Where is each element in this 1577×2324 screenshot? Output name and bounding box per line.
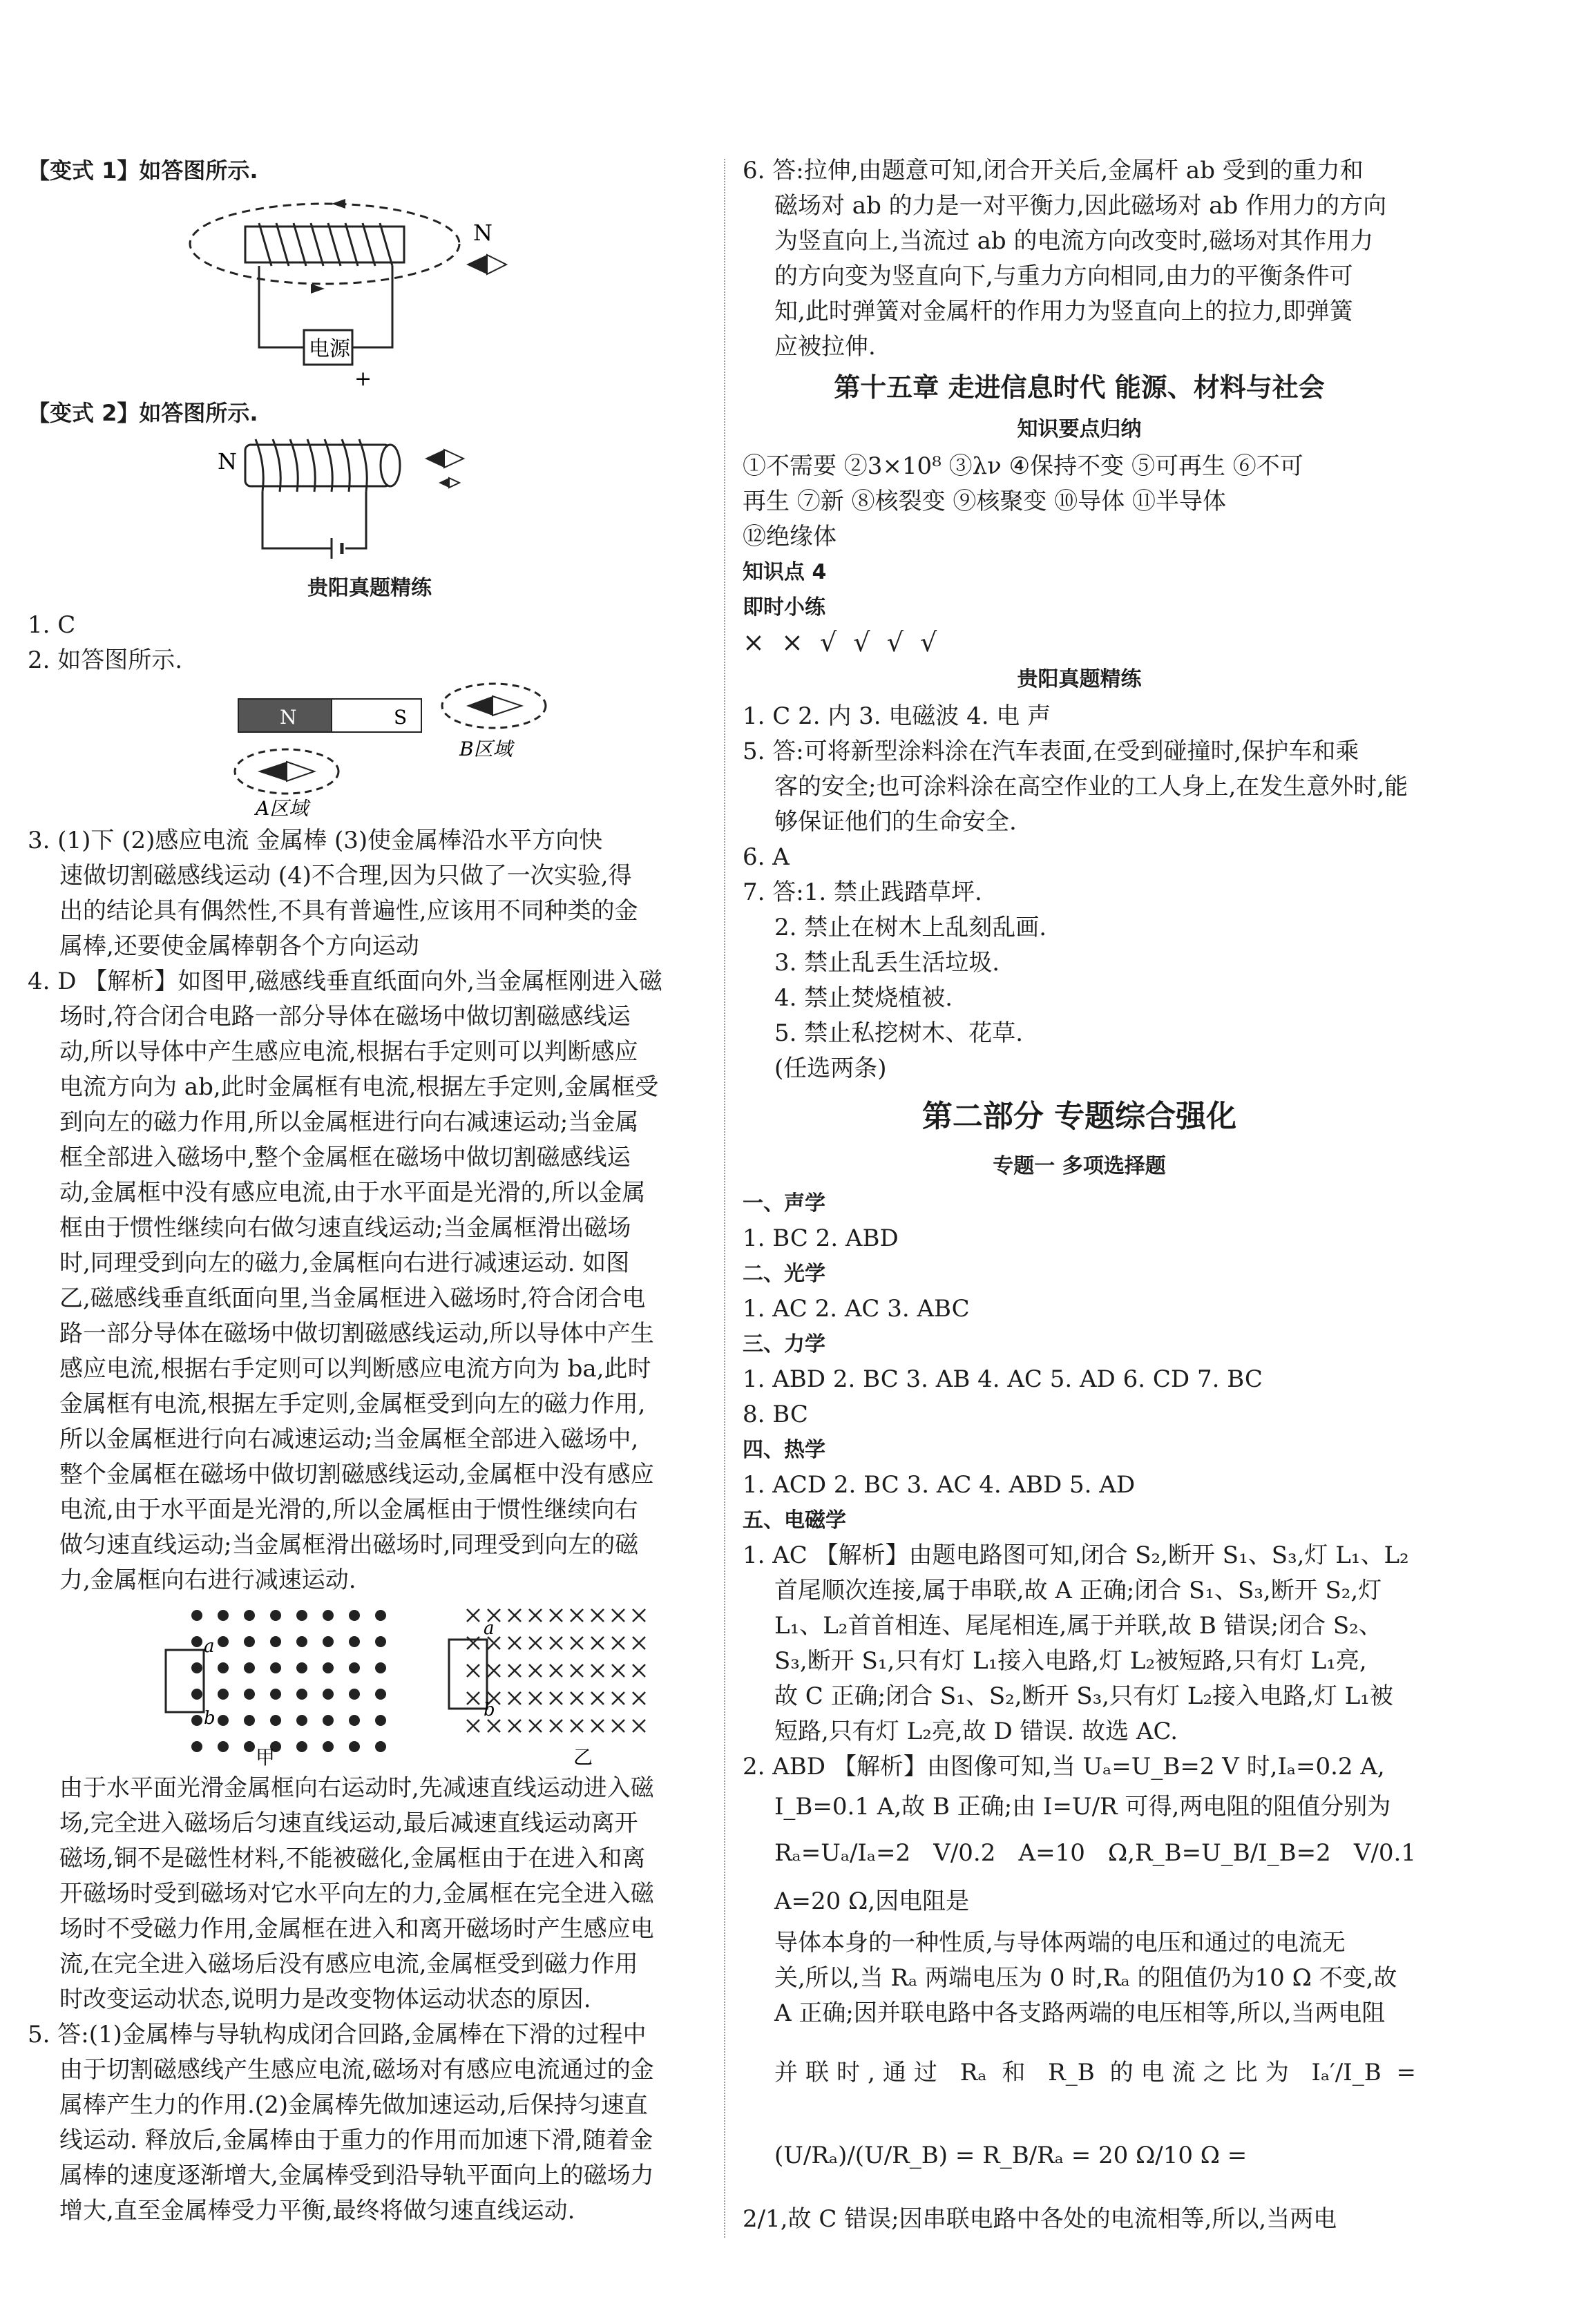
- field-dot: [375, 1636, 386, 1647]
- a-region-label: A区域: [256, 797, 309, 820]
- answer-4-continued: 流,在完全进入磁场后没有感应电流,金属框受到磁力作用: [59, 1950, 638, 1978]
- section-thermal: 四、热学: [743, 1438, 825, 1462]
- answer-4-line: 动,金属框中没有感应电流,由于水平面是光滑的,所以金属: [59, 1179, 646, 1207]
- field-cross: [591, 1664, 604, 1677]
- field-cross: [508, 1692, 521, 1704]
- answer-6: 6. A: [743, 843, 790, 871]
- section-acoustics: 一、声学: [743, 1191, 825, 1216]
- em-answer-1-line: L₁、L₂首首相连、尾尾相连,属于并联,故 B 错误;闭合 S₂、: [774, 1612, 1382, 1640]
- field-dot: [218, 1715, 229, 1726]
- field-cross: [571, 1637, 583, 1649]
- answer-4-continued: 场时不受磁力作用,金属框在进入和离开磁场时产生感应电: [59, 1915, 654, 1943]
- answer-1: 1. C: [28, 611, 76, 639]
- em-answer-2-line: 2/1,故 C 错误;因串联电路中各处的电流相等,所以,当两电: [743, 2205, 1337, 2233]
- field-dot: [244, 1689, 255, 1700]
- section-mechanics: 三、力学: [743, 1332, 825, 1356]
- answer-5-line: 5. 答:可将新型涂料涂在汽车表面,在受到碰撞时,保护车和乘: [743, 738, 1359, 765]
- field-cross: [529, 1720, 542, 1732]
- answer-3-line: 速做切割磁感线运动 (4)不合理,因为只做了一次实验,得: [59, 862, 632, 890]
- power-label: 电源: [309, 337, 350, 361]
- knowledge-summary-line: 再生 ⑦新 ⑧核裂变 ⑨核聚变 ⑩导体 ⑪半导体: [743, 488, 1227, 515]
- em-answer-2-line: 并联时,通过 Rₐ 和 R_B 的电流之比为 Iₐ′/I_B = (U/Rₐ)/(U/R_B) = R_B/Rₐ = 20 Ω/10 Ω =: [774, 2059, 1416, 2169]
- em-answer-1-line: 首尾顺次连接,属于串联,故 A 正确;闭合 S₁、S₃,断开 S₂,灯: [774, 1577, 1382, 1604]
- answer-6-line: 的方向变为竖直向下,与重力方向相同,由力的平衡条件可: [774, 262, 1353, 290]
- answer-3-line: 3. (1)下 (2)感应电流 金属棒 (3)使金属棒沿水平方向快: [28, 827, 603, 854]
- answer-4-continued: 磁场,铜不是磁性材料,不能被磁化,金属框由于在进入和离: [59, 1845, 646, 1872]
- em-answer-1-line: 故 C 正确;闭合 S₁、S₂,断开 S₃,只有灯 L₂接入电路,灯 L₁被: [774, 1682, 1393, 1710]
- field-cross: [467, 1664, 479, 1677]
- field-cross: [633, 1609, 645, 1622]
- field-cross: [529, 1637, 542, 1649]
- answer-7-line: 3. 禁止乱丢生活垃圾.: [774, 949, 1000, 977]
- field-dot: [244, 1741, 255, 1752]
- answer-4-line: 感应电流,根据右手定则可以判断感应电流方向为 ba,此时: [59, 1355, 651, 1383]
- field-dot: [191, 1689, 202, 1700]
- solenoid-figure-1: [176, 189, 563, 396]
- point-b-label: b: [484, 1700, 495, 1720]
- field-dot: [349, 1610, 360, 1621]
- answer-2: 2. 如答图所示.: [28, 646, 183, 674]
- section-answers: 1. AC 2. AC 3. ABC: [743, 1295, 970, 1323]
- em-answer-2-line: 2. ABD 【解析】由图像可知,当 Uₐ=U_B=2 V 时,Iₐ=0.2 A,: [743, 1753, 1385, 1780]
- field-cross: [488, 1664, 500, 1677]
- field-dot: [244, 1636, 255, 1647]
- field-dot: [296, 1610, 307, 1621]
- guiyang-practice-title: 贵阳真题精练: [1017, 667, 1142, 691]
- field-dot: [218, 1636, 229, 1647]
- answer-4-line: 做匀速直线运动;当金属框滑出磁场时,同理受到向左的磁: [59, 1531, 639, 1559]
- answer-7-line: 2. 禁止在树木上乱刻乱画.: [774, 914, 1047, 941]
- answer-6-line: 应被拉伸.: [774, 333, 876, 361]
- field-cross: [571, 1720, 583, 1732]
- answer-4-line: 电流方向为 ab,此时金属框有电流,根据左手定则,金属框受: [59, 1073, 659, 1101]
- field-dot: [191, 1741, 202, 1752]
- section-electromagnetism: 五、电磁学: [743, 1508, 846, 1533]
- b-region-label: B区域: [459, 738, 513, 760]
- section-answers: 1. BC 2. ABD: [743, 1225, 899, 1252]
- field-cross: [591, 1637, 604, 1649]
- field-cross: [591, 1692, 604, 1704]
- em-answer-2-line: 关,所以,当 Rₐ 两端电压为 0 时,Rₐ 的阻值仍为10 Ω 不变,故: [774, 1964, 1397, 1992]
- field-cross: [633, 1637, 645, 1649]
- field-cross: [550, 1609, 562, 1622]
- answer-4-continued: 场,完全进入磁场后匀速直线运动,最后减速直线运动离开: [59, 1809, 638, 1837]
- answer-4-line: 所以金属框进行向右减速运动;当金属框全部进入磁场中,: [59, 1425, 639, 1453]
- point-a-label: a: [484, 1618, 495, 1639]
- n-label: N: [473, 220, 493, 246]
- variant-2-heading: 【变式 2】如答图所示.: [28, 400, 258, 426]
- field-dot: [323, 1610, 334, 1621]
- field-cross: [571, 1609, 583, 1622]
- answer-5-line: 属棒的速度逐渐增大,金属棒受到沿导轨平面向上的磁场力: [59, 2162, 654, 2189]
- true-false-marks: × × √ √ √ √: [743, 627, 937, 657]
- answer-4-line: 力,金属框向右进行减速运动.: [59, 1566, 356, 1594]
- field-dot: [218, 1741, 229, 1752]
- figure-yi-label: 乙: [573, 1746, 593, 1769]
- field-cross: [550, 1664, 562, 1677]
- field-dot: [375, 1610, 386, 1621]
- field-dot: [218, 1689, 229, 1700]
- bar-magnet-figure: [176, 678, 563, 823]
- answer-5-line: 客的安全;也可涂料涂在高空作业的工人身上,在发生意外时,能: [774, 773, 1408, 800]
- figure-jia-label: 甲: [256, 1746, 276, 1769]
- field-cross: [550, 1720, 562, 1732]
- field-dot: [270, 1662, 281, 1673]
- field-dot: [270, 1715, 281, 1726]
- answer-3-line: 出的结论具有偶然性,不具有普遍性,应该用不同种类的金: [59, 897, 638, 925]
- plus-label: +: [354, 367, 372, 391]
- point-b-label: b: [204, 1708, 216, 1729]
- field-cross: [633, 1692, 645, 1704]
- field-dot: [349, 1741, 360, 1752]
- knowledge-summary-title: 知识要点归纳: [1017, 417, 1142, 441]
- field-cross: [550, 1637, 562, 1649]
- em-answer-1-line: S₃,断开 S₁,只有灯 L₁接入电路,灯 L₂被短路,只有灯 L₁亮,: [774, 1647, 1367, 1675]
- answer-5-line: 由于切割磁感线产生感应电流,磁场对有感应电流通过的金: [59, 2056, 654, 2084]
- answer-6-line: 6. 答:拉伸,由题意可知,闭合开关后,金属杆 ab 受到的重力和: [743, 157, 1364, 184]
- left-column: [28, 153, 711, 2229]
- answer-4-continued: 开磁场时受到磁场对它水平向左的力,金属框在完全进入磁: [59, 1880, 654, 1908]
- answer-4-continued: 由于水平面光滑金属框向右运动时,先减速直线运动进入磁: [59, 1774, 654, 1802]
- answer-5-line: 增大,直至金属棒受力平衡,最终将做匀速直线运动.: [59, 2197, 575, 2225]
- field-cross: [591, 1720, 604, 1732]
- guiyang-practice-title: 贵阳真题精练: [307, 576, 432, 600]
- field-dot: [218, 1662, 229, 1673]
- em-answer-2-line: I_B=0.1 A,故 B 正确;由 I=U/R 可得,两电阻的阻值分别为: [774, 1793, 1391, 1821]
- field-cross: [550, 1692, 562, 1704]
- answer-4-line: 乙,磁感线垂直纸面向里,当金属框进入磁场时,符合闭合电: [59, 1285, 646, 1312]
- section-answers: 8. BC: [743, 1401, 808, 1428]
- answer-5-line: 够保证他们的生命安全.: [774, 808, 1017, 836]
- field-cross: [612, 1692, 624, 1704]
- answer-4-line: 金属框有电流,根据左手定则,金属框受到向左的磁力作用,: [59, 1390, 646, 1418]
- field-cross: [612, 1720, 624, 1732]
- field-dot: [244, 1715, 255, 1726]
- answer-4-line: 整个金属框在磁场中做切割磁感线运动,金属框中没有感应: [59, 1461, 654, 1488]
- answer-4-line: 路一部分导体在磁场中做切割磁感线运动,所以导体中产生: [59, 1320, 654, 1347]
- answer-5-line: 线运动. 释放后,金属棒由于重力的作用而加速下滑,随着金: [59, 2126, 653, 2154]
- answer-6-line: 磁场对 ab 的力是一对平衡力,因此磁场对 ab 作用力的方向: [774, 192, 1387, 220]
- compass-needle: [466, 255, 487, 274]
- field-dot: [191, 1610, 202, 1621]
- magnet-n-label: N: [280, 706, 297, 729]
- field-cross: [467, 1692, 479, 1704]
- answer-4-line: 到向左的磁力作用,所以金属框进行向右减速运动;当金属: [59, 1108, 639, 1136]
- n-label: N: [218, 448, 237, 474]
- answer-6-line: 为竖直向上,当流过 ab 的电流方向改变时,磁场对其作用力: [774, 227, 1374, 255]
- field-dot: [323, 1715, 334, 1726]
- field-cross: [633, 1720, 645, 1732]
- field-cross: [508, 1637, 521, 1649]
- field-cross: [612, 1609, 624, 1622]
- field-out-dots: [191, 1610, 386, 1752]
- em-answer-2-line: A 正确;因并联电路中各支路两端的电压相等,所以,当两电阻: [774, 1999, 1386, 2027]
- field-cross: [591, 1609, 604, 1622]
- field-dot: [191, 1715, 202, 1726]
- answer-7-line: 4. 禁止焚烧植被.: [774, 984, 953, 1012]
- field-dot: [270, 1689, 281, 1700]
- topic-1-title: 专题一 多项选择题: [993, 1154, 1166, 1178]
- field-cross: [488, 1720, 500, 1732]
- field-dot: [323, 1662, 334, 1673]
- answer-3-line: 属棒,还要使金属棒朝各个方向运动: [59, 932, 419, 960]
- field-dot: [296, 1689, 307, 1700]
- right-column: [743, 153, 1416, 2241]
- field-dot: [296, 1715, 307, 1726]
- field-cross: [467, 1720, 479, 1732]
- field-dot: [191, 1636, 202, 1647]
- chapter-15-title: 第十五章 走进信息时代 能源、材料与社会: [834, 372, 1325, 403]
- field-cross: [529, 1609, 542, 1622]
- field-cross: [612, 1664, 624, 1677]
- em-answer-2-line: 导体本身的一种性质,与导体两端的电压和通过的电流无: [774, 1929, 1346, 1957]
- answer-7-line: 7. 答:1. 禁止践踏草坪.: [743, 878, 982, 906]
- section-optics: 二、光学: [743, 1262, 825, 1286]
- answer-4-line: 4. D 【解析】如图甲,磁感线垂直纸面向外,当金属框刚进入磁: [28, 968, 662, 995]
- field-cross: [508, 1664, 521, 1677]
- answer-4-line: 框全部进入磁场中,整个金属框在磁场中做切割磁感线运: [59, 1144, 631, 1171]
- em-answer-2-line: Rₐ=Uₐ/Iₐ=2 V/0.2 A=10 Ω,R_B=U_B/I_B=2 V/0.1 A=20 Ω,因电阻是: [774, 1839, 1416, 1915]
- answer-4-line: 时,同理受到向左的磁力,金属框向右进行减速运动. 如图: [59, 1249, 630, 1277]
- field-cross: [529, 1692, 542, 1704]
- answer-5-line: 属棒产生力的作用.(2)金属棒先做加速运动,后保持匀速直: [59, 2091, 648, 2119]
- answer-5-line: 5. 答:(1)金属棒与导轨构成闭合回路,金属棒在下滑的过程中: [28, 2021, 647, 2048]
- magnetic-field-figure: [86, 1598, 653, 1771]
- field-dot: [244, 1610, 255, 1621]
- field-dot: [270, 1636, 281, 1647]
- magnet-s-label: S: [394, 706, 408, 729]
- field-dot: [244, 1662, 255, 1673]
- column-divider: [724, 159, 725, 2238]
- section-answers: 1. ACD 2. BC 3. AC 4. ABD 5. AD: [743, 1471, 1136, 1499]
- knowledge-point-4: 知识点 4: [743, 560, 827, 584]
- point-a-label: a: [204, 1636, 215, 1657]
- field-cross: [529, 1664, 542, 1677]
- answers-1-4: 1. C 2. 内 3. 电磁波 4. 电 声: [743, 702, 1051, 730]
- field-dot: [218, 1610, 229, 1621]
- variant-1-heading: 【变式 1】如答图所示.: [28, 157, 258, 184]
- em-answer-1-line: 短路,只有灯 L₂亮,故 D 错误. 故选 AC.: [774, 1718, 1178, 1745]
- field-cross: [633, 1664, 645, 1677]
- answer-7-line: (任选两条): [774, 1055, 887, 1082]
- knowledge-summary-line: ⑫绝缘体: [743, 523, 837, 550]
- answer-4-line: 动,所以导体中产生感应电流,根据右手定则可以判断感应: [59, 1038, 638, 1066]
- compass-needle: [425, 450, 444, 468]
- field-dot: [296, 1741, 307, 1752]
- field-cross: [467, 1609, 479, 1622]
- field-dot: [375, 1662, 386, 1673]
- field-dot: [349, 1662, 360, 1673]
- field-dot: [323, 1636, 334, 1647]
- field-dot: [375, 1715, 386, 1726]
- field-dot: [191, 1662, 202, 1673]
- field-dot: [296, 1662, 307, 1673]
- field-dot: [323, 1741, 334, 1752]
- part-2-title: 第二部分 专题综合强化: [921, 1099, 1237, 1134]
- instant-practice: 即时小练: [743, 595, 825, 620]
- answer-4-line: 电流,由于水平面是光滑的,所以金属框由于惯性继续向右: [59, 1496, 638, 1524]
- solenoid-figure-2: [176, 431, 563, 569]
- answer-7-line: 5. 禁止私挖树木、花草.: [774, 1019, 1024, 1047]
- field-cross: [571, 1692, 583, 1704]
- field-cross: [508, 1609, 521, 1622]
- field-cross: [508, 1720, 521, 1732]
- em-answer-1-line: 1. AC 【解析】由题电路图可知,闭合 S₂,断开 S₁、S₃,灯 L₁、L₂: [743, 1542, 1409, 1569]
- field-dot: [349, 1689, 360, 1700]
- field-dot: [349, 1715, 360, 1726]
- field-dot: [296, 1636, 307, 1647]
- answer-4-continued: 时改变运动状态,说明力是改变物体运动状态的原因.: [59, 1986, 591, 2013]
- section-answers: 1. ABD 2. BC 3. AB 4. AC 5. AD 6. CD 7. BC: [743, 1365, 1263, 1393]
- field-dot: [323, 1689, 334, 1700]
- field-dot: [375, 1741, 386, 1752]
- knowledge-summary-line: ①不需要 ②3×10⁸ ③λν ④保持不变 ⑤可再生 ⑥不可: [743, 452, 1303, 480]
- answer-6-line: 知,此时弹簧对金属杆的作用力为竖直向上的拉力,即弹簧: [774, 298, 1353, 325]
- field-dot: [375, 1689, 386, 1700]
- answer-4-line: 框由于惯性继续向右做匀速直线运动;当金属框滑出磁场: [59, 1214, 631, 1242]
- answer-4-line: 场时,符合闭合电路一部分导体在磁场中做切割磁感线运: [59, 1003, 631, 1030]
- field-cross: [612, 1637, 624, 1649]
- field-dot: [270, 1610, 281, 1621]
- field-dot: [349, 1636, 360, 1647]
- field-cross: [571, 1664, 583, 1677]
